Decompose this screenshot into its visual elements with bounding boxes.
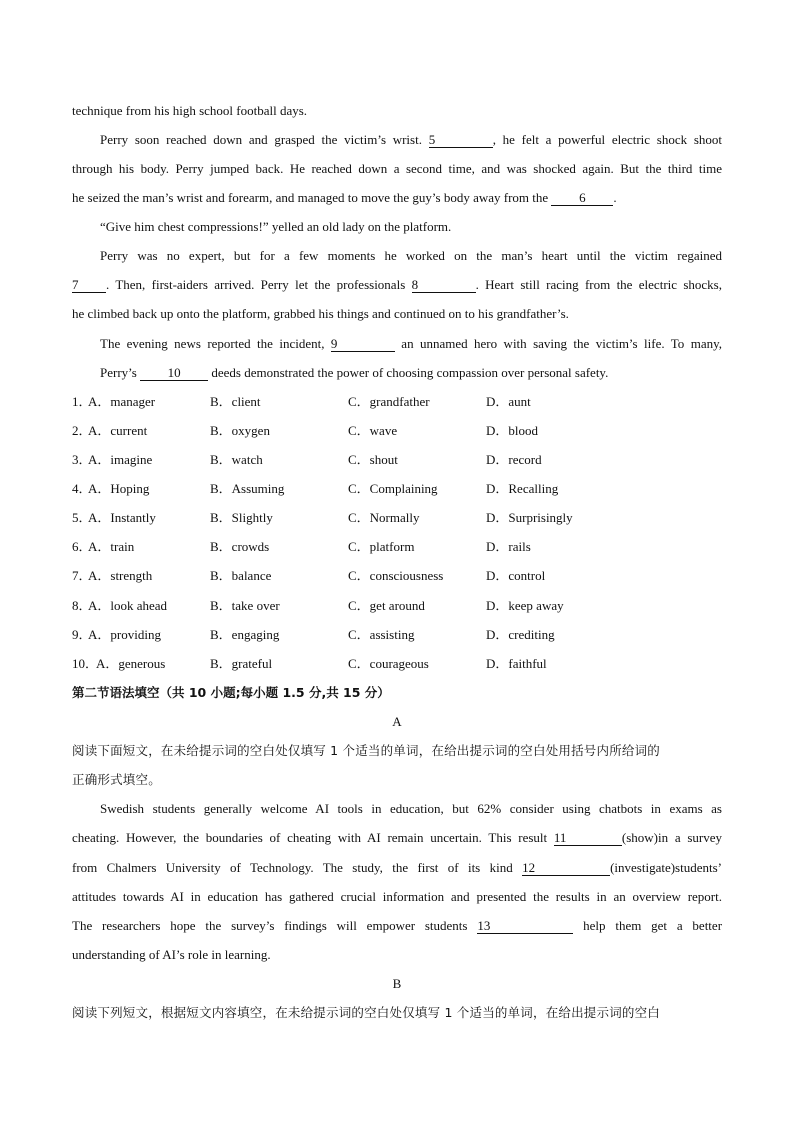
question-number: 4． bbox=[72, 481, 92, 496]
question-number: 1． bbox=[72, 394, 92, 409]
option-b[interactable]: B．client bbox=[210, 394, 261, 409]
passage-text: help them get a better bbox=[583, 918, 723, 933]
passage-line bbox=[72, 946, 722, 964]
question-number: 8． bbox=[72, 598, 92, 613]
option-b[interactable]: B．oxygen bbox=[210, 423, 270, 438]
passage-text: from Chalmers University of Technology. The study, the first of its kind bbox=[72, 860, 513, 875]
answer-blank-13[interactable]: 13 bbox=[477, 918, 573, 934]
passage-text: . Heart still racing from the electric shocks, bbox=[475, 277, 722, 292]
option-a[interactable]: A．generous bbox=[96, 656, 166, 671]
passage-line bbox=[72, 247, 722, 265]
option-d[interactable]: D．Surprisingly bbox=[486, 510, 573, 525]
question-number: 2． bbox=[72, 423, 92, 438]
passage-text: Perry was no expert, but for a few moments he worked on the man’s heart until the victim regained bbox=[100, 248, 722, 263]
part-label-b: B bbox=[392, 976, 402, 991]
answer-blank-8[interactable]: 8 bbox=[412, 277, 476, 293]
passage-text: Perry soon reached down and grasped the victim’s wrist. bbox=[100, 132, 422, 147]
question-number: 6． bbox=[72, 539, 92, 554]
option-d[interactable]: D．record bbox=[486, 452, 542, 467]
question-number: 10． bbox=[72, 656, 99, 671]
answer-blank-5[interactable]: 5 bbox=[429, 132, 493, 148]
answer-blank-11[interactable]: 11 bbox=[554, 830, 622, 846]
instruction-text: 阅读下列短文，根据短文内容填空，在未给提示词的空白处仅填写 1 个适当的单词，在给出提示词的空白 bbox=[72, 1005, 661, 1020]
option-row bbox=[72, 509, 722, 527]
option-row bbox=[72, 480, 722, 498]
option-b[interactable]: B．Assuming bbox=[210, 481, 285, 496]
answer-blank-10[interactable]: 10 bbox=[140, 365, 208, 381]
section-heading: 第二节语法填空（共 10 小题;每小题 1.5 分,共 15 分） bbox=[72, 685, 390, 700]
option-b[interactable]: B．engaging bbox=[210, 627, 280, 642]
passage-text: through his body. Perry jumped back. He reached down a second time, and was shocked again. But the third time bbox=[72, 161, 722, 176]
question-number: 3． bbox=[72, 452, 92, 467]
passage-line bbox=[72, 335, 722, 353]
option-b[interactable]: B．Slightly bbox=[210, 510, 273, 525]
answer-blank-6[interactable]: 6 bbox=[551, 190, 613, 206]
passage-text: “Give him chest compressions!” yelled an old lady on the platform. bbox=[100, 219, 452, 234]
option-row bbox=[72, 626, 722, 644]
option-row bbox=[72, 393, 722, 411]
passage-text: . Then, first-aiders arrived. Perry let the professionals bbox=[106, 277, 406, 292]
passage-text: he climbed back up onto the platform, grabbed his things and continued on to his grandfather’s. bbox=[72, 306, 569, 321]
option-b[interactable]: B．watch bbox=[210, 452, 263, 467]
option-row bbox=[72, 538, 722, 556]
passage-line bbox=[72, 160, 722, 178]
passage-line bbox=[72, 131, 722, 149]
option-row bbox=[72, 451, 722, 469]
passage-text: deeds demonstrated the power of choosing compassion over personal safety. bbox=[211, 365, 609, 380]
passage-line bbox=[72, 364, 722, 382]
option-row bbox=[72, 422, 722, 440]
instruction-text: 正确形式填空。 bbox=[72, 772, 161, 787]
option-a[interactable]: A．strength bbox=[88, 568, 153, 583]
passage-text: Swedish students generally welcome AI tools in education, but 62% consider using chatbots in exams as bbox=[100, 801, 722, 816]
passage-text: The evening news reported the incident, bbox=[100, 336, 325, 351]
option-a[interactable]: A．look ahead bbox=[88, 598, 168, 613]
passage-text: attitudes towards AI in education has gathered crucial information and presented the results in an overview report. bbox=[72, 889, 722, 904]
passage-line bbox=[72, 888, 722, 906]
option-row bbox=[72, 567, 722, 585]
passage-text: an unnamed hero with saving the victim’s life. To many, bbox=[401, 336, 722, 351]
option-b[interactable]: B．take over bbox=[210, 598, 280, 613]
option-row bbox=[72, 655, 722, 673]
option-c[interactable]: C．Complaining bbox=[348, 481, 438, 496]
passage-line bbox=[72, 189, 722, 207]
passage-line bbox=[72, 917, 722, 935]
option-c[interactable]: C．Normally bbox=[348, 510, 420, 525]
option-a[interactable]: A．providing bbox=[88, 627, 161, 642]
option-d[interactable]: D．blood bbox=[486, 423, 539, 438]
passage-text: , he felt a powerful electric shock shoot bbox=[492, 132, 722, 147]
option-d[interactable]: D．rails bbox=[486, 539, 531, 554]
answer-blank-7[interactable]: 7 bbox=[72, 277, 106, 293]
question-number: 7． bbox=[72, 568, 92, 583]
option-c[interactable]: C．wave bbox=[348, 423, 398, 438]
option-a[interactable]: A．manager bbox=[88, 394, 156, 409]
option-a[interactable]: A．imagine bbox=[88, 452, 153, 467]
option-a[interactable]: A．train bbox=[88, 539, 135, 554]
option-c[interactable]: C．assisting bbox=[348, 627, 415, 642]
option-d[interactable]: D．crediting bbox=[486, 627, 555, 642]
option-row bbox=[72, 597, 722, 615]
passage-line bbox=[72, 859, 722, 877]
passage-line bbox=[72, 800, 722, 818]
passage-line bbox=[72, 218, 722, 236]
option-a[interactable]: A．Instantly bbox=[88, 510, 156, 525]
option-c[interactable]: C．courageous bbox=[348, 656, 429, 671]
option-c[interactable]: C．platform bbox=[348, 539, 415, 554]
passage-text: he seized the man’s wrist and forearm, and managed to move the guy’s body away from the bbox=[72, 190, 549, 205]
question-number: 5． bbox=[72, 510, 92, 525]
option-d[interactable]: D．faithful bbox=[486, 656, 547, 671]
passage-line bbox=[72, 276, 722, 294]
option-b[interactable]: B．grateful bbox=[210, 656, 273, 671]
passage-text: . bbox=[613, 190, 617, 205]
passage-line bbox=[72, 829, 722, 847]
answer-blank-9[interactable]: 9 bbox=[331, 336, 395, 352]
option-b[interactable]: B．crowds bbox=[210, 539, 270, 554]
option-a[interactable]: A．current bbox=[88, 423, 148, 438]
option-b[interactable]: B．balance bbox=[210, 568, 272, 583]
question-number: 9． bbox=[72, 627, 92, 642]
option-c[interactable]: C．get around bbox=[348, 598, 425, 613]
passage-text: technique from his high school football days. bbox=[72, 103, 308, 118]
passage-text: (show)in a survey bbox=[621, 830, 722, 845]
passage-text: cheating. However, the boundaries of cheating with AI remain uncertain. This result bbox=[72, 830, 548, 845]
answer-blank-12[interactable]: 12 bbox=[522, 860, 610, 876]
passage-text: (investigate)students’ bbox=[610, 860, 722, 875]
part-label-a: A bbox=[392, 714, 402, 729]
option-d[interactable]: D．keep away bbox=[486, 598, 564, 613]
option-c[interactable]: C．shout bbox=[348, 452, 398, 467]
passage-text: Perry’s bbox=[100, 365, 137, 380]
option-c[interactable]: C．consciousness bbox=[348, 568, 444, 583]
option-d[interactable]: D．control bbox=[486, 568, 546, 583]
instruction-text: 阅读下面短文，在未给提示词的空白处仅填写 1 个适当的单词，在给出提示词的空白处用括号内所给词的 bbox=[72, 743, 661, 758]
passage-text: understanding of AI’s role in learning. bbox=[72, 947, 271, 962]
option-d[interactable]: D．aunt bbox=[486, 394, 531, 409]
passage-line bbox=[72, 305, 722, 323]
option-c[interactable]: C．grandfather bbox=[348, 394, 430, 409]
passage-line bbox=[72, 102, 722, 120]
option-d[interactable]: D．Recalling bbox=[486, 481, 559, 496]
passage-text: The researchers hope the survey’s findings will empower students bbox=[72, 918, 468, 933]
option-a[interactable]: A．Hoping bbox=[88, 481, 150, 496]
